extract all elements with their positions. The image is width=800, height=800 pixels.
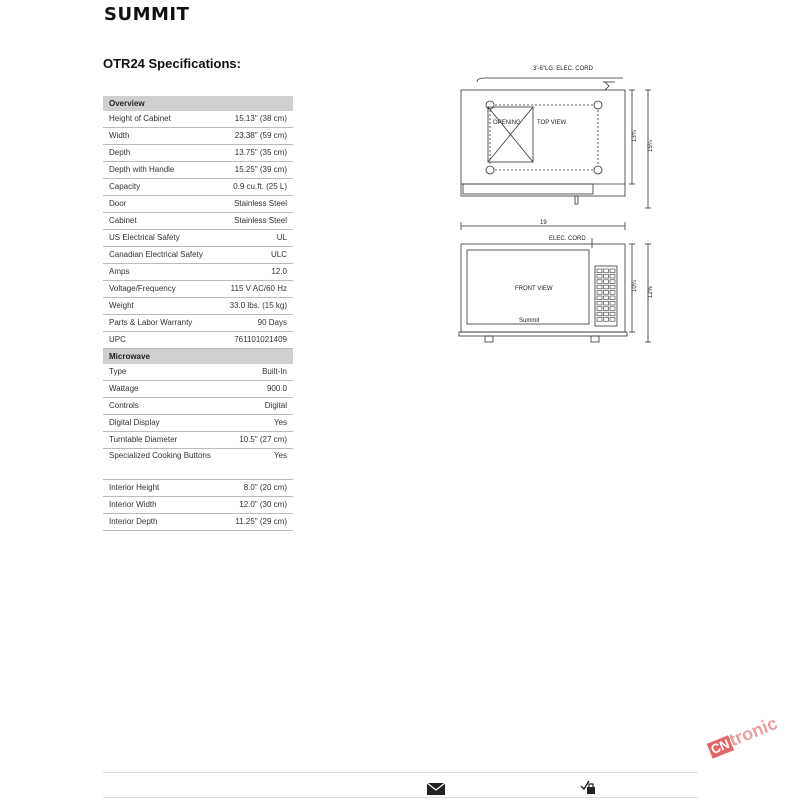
- keypad-button: [604, 269, 609, 273]
- email-icon[interactable]: [427, 783, 445, 795]
- spec-value: 23.38" (59 cm): [221, 128, 293, 145]
- spec-row: [103, 264, 293, 281]
- spec-row: [103, 162, 293, 179]
- spec-row: [103, 128, 293, 145]
- footer-divider-bottom: [103, 797, 698, 798]
- spec-value: 10.5" (27 cm): [221, 432, 293, 449]
- keypad-button: [610, 285, 615, 289]
- section-header: [103, 349, 293, 365]
- spec-label: Turntable Diameter: [103, 432, 221, 449]
- keypad-button: [604, 291, 609, 295]
- spec-label: UPC: [103, 332, 221, 349]
- spec-table: [103, 96, 293, 531]
- spec-label: Depth: [103, 145, 221, 162]
- spec-row: [103, 398, 293, 415]
- spec-row: [103, 497, 293, 514]
- watermark: [706, 708, 800, 789]
- keypad-button: [604, 318, 609, 322]
- keypad-button: [597, 274, 602, 278]
- keypad-button: [604, 312, 609, 316]
- top-view-label: TOP VIEW: [537, 120, 567, 126]
- spec-value: Yes: [221, 415, 293, 432]
- keypad-button: [604, 301, 609, 305]
- spec-value: 90 Days: [221, 315, 293, 332]
- spec-value: 12.0" (30 cm): [221, 497, 293, 514]
- spec-label: Depth with Handle: [103, 162, 221, 179]
- cord-label: 3'-6"LG. ELEC. CORD: [533, 66, 593, 72]
- spec-value: UL: [221, 230, 293, 247]
- footer-divider: [103, 772, 698, 773]
- spec-value: Built-In: [221, 364, 293, 381]
- keypad-button: [597, 280, 602, 284]
- spec-row: [103, 298, 293, 315]
- spec-row: [103, 381, 293, 398]
- keypad-button: [610, 307, 615, 311]
- keypad-button: [604, 280, 609, 284]
- keypad-button: [597, 318, 602, 322]
- front-brand-label: Summit: [519, 318, 540, 324]
- keypad-button: [604, 285, 609, 289]
- spec-label: Door: [103, 196, 221, 213]
- spec-row: [103, 449, 293, 480]
- spec-value: ULC: [221, 247, 293, 264]
- spec-label: Height of Cabinet: [103, 111, 221, 128]
- spec-row: [103, 480, 293, 497]
- spec-value: 15.13" (38 cm): [221, 111, 293, 128]
- spec-row: [103, 514, 293, 531]
- brand-logo: SUMMIT: [104, 4, 190, 25]
- spec-value: Digital: [221, 398, 293, 415]
- spec-label: Parts & Labor Warranty: [103, 315, 221, 332]
- spec-label: Voltage/Frequency: [103, 281, 221, 298]
- spec-value: 15.25" (39 cm): [221, 162, 293, 179]
- keypad-button: [597, 291, 602, 295]
- spec-row: [103, 213, 293, 230]
- spec-row: [103, 145, 293, 162]
- keypad-button: [610, 296, 615, 300]
- spec-value: Stainless Steel: [221, 196, 293, 213]
- spec-row: [103, 415, 293, 432]
- top-dim-b: 15¼: [648, 140, 654, 152]
- keypad-button: [597, 301, 602, 305]
- spec-row: [103, 179, 293, 196]
- spec-label: Cabinet: [103, 213, 221, 230]
- spec-row: [103, 281, 293, 298]
- keypad-button: [610, 312, 615, 316]
- front-dim-b: 12⅝: [648, 286, 654, 298]
- spec-value: 8.0" (20 cm): [221, 480, 293, 497]
- dimension-diagram: [455, 60, 665, 360]
- front-dim-a: 10¼: [632, 280, 638, 292]
- keypad: [597, 269, 615, 321]
- keypad-button: [610, 318, 615, 322]
- spec-row: [103, 196, 293, 213]
- width-dim: 19: [540, 220, 547, 226]
- spec-value: 0.9 cu.ft. (25 L): [221, 179, 293, 196]
- section-title: Overview: [103, 96, 293, 111]
- spec-value: 900.0: [221, 381, 293, 398]
- keypad-button: [604, 274, 609, 278]
- spec-label: Capacity: [103, 179, 221, 196]
- keypad-button: [597, 296, 602, 300]
- spec-row: [103, 315, 293, 332]
- spec-value: 115 V AC/60 Hz: [221, 281, 293, 298]
- watermark-tronic: tronic: [726, 712, 781, 751]
- section-header: [103, 96, 293, 111]
- spec-row: [103, 230, 293, 247]
- spec-label: Interior Depth: [103, 514, 221, 531]
- keypad-button: [597, 312, 602, 316]
- spec-label: Interior Height: [103, 480, 221, 497]
- spec-label: Wattage: [103, 381, 221, 398]
- spec-label: US Electrical Safety: [103, 230, 221, 247]
- spec-value: 11.25" (29 cm): [221, 514, 293, 531]
- spec-label: Digital Display: [103, 415, 221, 432]
- share-icon[interactable]: [580, 780, 596, 794]
- page-title: OTR24 Specifications:: [103, 56, 241, 71]
- keypad-button: [597, 285, 602, 289]
- keypad-button: [610, 291, 615, 295]
- spec-row: [103, 247, 293, 264]
- keypad-button: [610, 301, 615, 305]
- spec-label: Interior Width: [103, 497, 221, 514]
- keypad-button: [597, 269, 602, 273]
- spec-row: [103, 111, 293, 128]
- opening-label: OPENING: [493, 120, 521, 126]
- keypad-button: [604, 307, 609, 311]
- keypad-button: [597, 307, 602, 311]
- top-dim-a: 13¾: [632, 130, 638, 142]
- spec-label: Width: [103, 128, 221, 145]
- spec-value: 12.0: [221, 264, 293, 281]
- spec-row: [103, 432, 293, 449]
- spec-label: Amps: [103, 264, 221, 281]
- spec-value: Yes: [221, 449, 293, 480]
- spec-label: Weight: [103, 298, 221, 315]
- keypad-button: [610, 269, 615, 273]
- spec-label: Specialized Cooking Buttons: [103, 449, 221, 480]
- keypad-button: [610, 274, 615, 278]
- spec-value: 13.75" (35 cm): [221, 145, 293, 162]
- front-view-label: FRONT VIEW: [515, 286, 553, 292]
- keypad-button: [610, 280, 615, 284]
- spec-label: Controls: [103, 398, 221, 415]
- spec-value: 33.0 lbs. (15 kg): [221, 298, 293, 315]
- spec-row: [103, 364, 293, 381]
- spec-label: Canadian Electrical Safety: [103, 247, 221, 264]
- spec-label: Type: [103, 364, 221, 381]
- watermark-cn: CN: [707, 735, 734, 758]
- keypad-button: [604, 296, 609, 300]
- spec-row: [103, 332, 293, 349]
- spec-value: 761101021409: [221, 332, 293, 349]
- top-view-drawing: [461, 78, 651, 208]
- section-title: Microwave: [103, 349, 293, 365]
- elec-cord-label: ELEC. CORD: [549, 236, 586, 242]
- spec-value: Stainless Steel: [221, 213, 293, 230]
